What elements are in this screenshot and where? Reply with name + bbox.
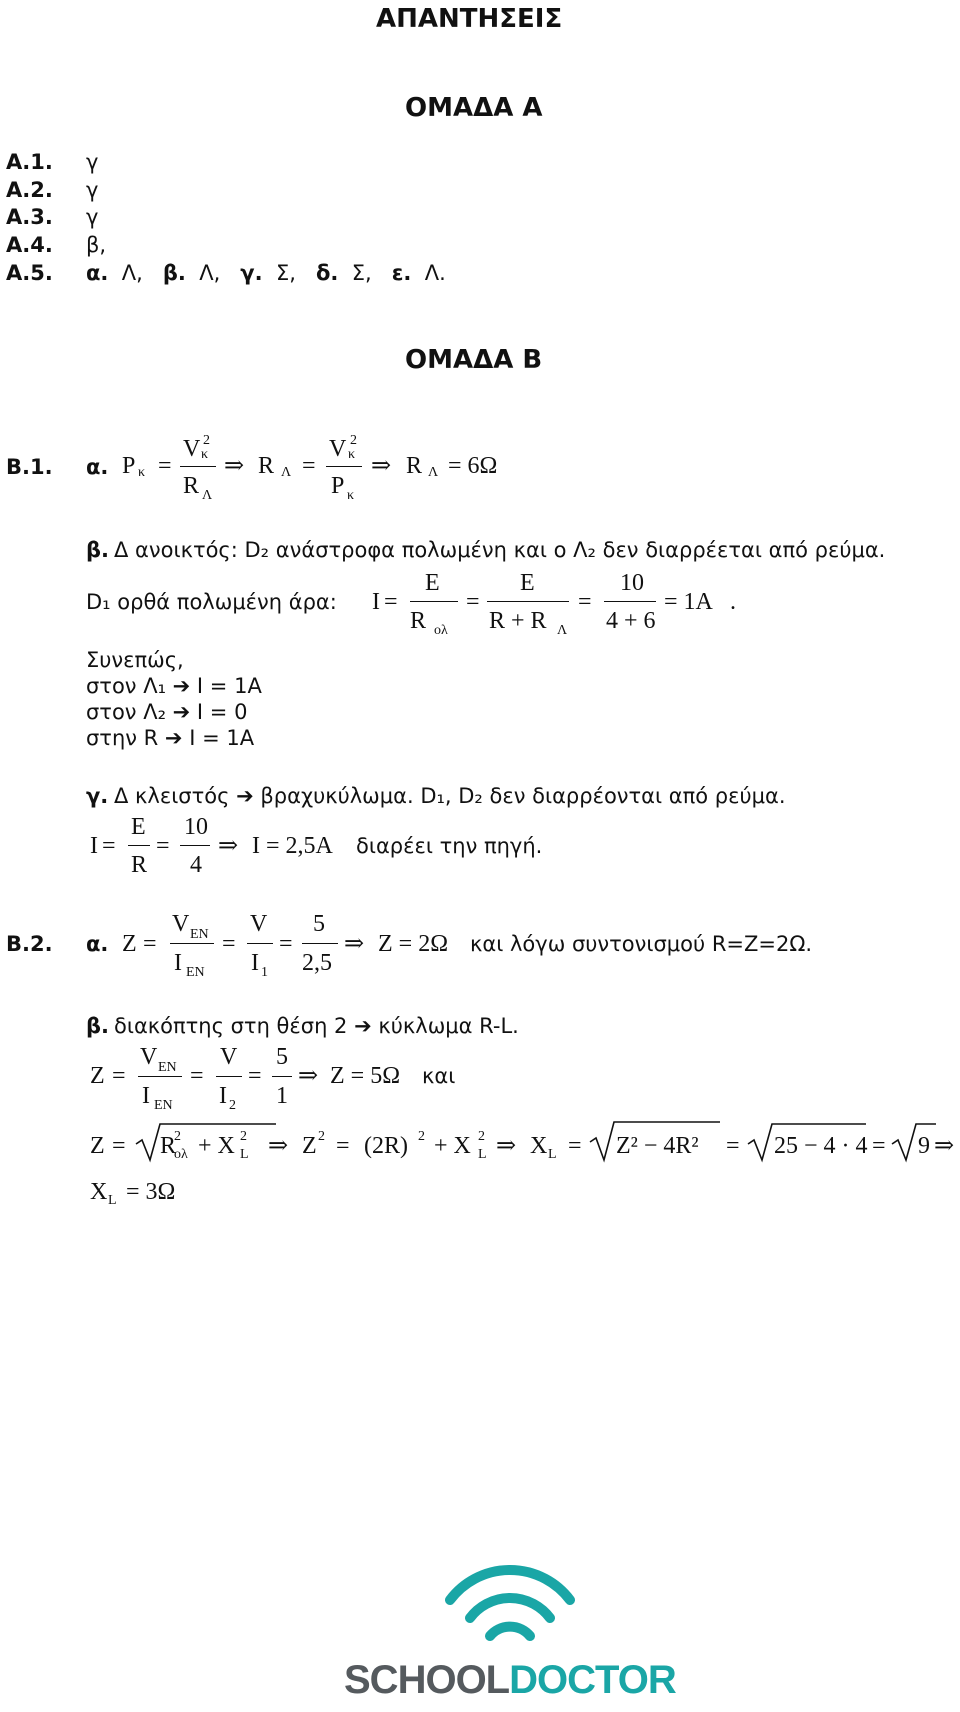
equals: = [384, 589, 398, 615]
page-title: ΑΠΑΝΤΗΣΕΙΣ [376, 4, 563, 34]
sub-1: 1 [261, 965, 268, 980]
implies: ⇒ [934, 1133, 955, 1159]
num-5: 5 [276, 1044, 288, 1070]
answer-label: Α.4. [6, 233, 53, 257]
equals: = [466, 589, 480, 615]
period: . [730, 589, 736, 615]
sum-46: 4 + 6 [606, 608, 656, 634]
sup-2: 2 [350, 433, 357, 448]
var-R: R [258, 453, 275, 479]
fraction-bar [302, 943, 338, 944]
var-V: V [140, 1044, 158, 1070]
logo-text-school: SCHOOL [344, 1658, 510, 1702]
plus-X: + X [198, 1133, 235, 1159]
result-value: = 6Ω [448, 453, 498, 479]
answer-label: Α.1. [6, 150, 53, 174]
var-V: V [220, 1044, 238, 1070]
answer-label: Α.5. [6, 261, 53, 285]
equals: = [248, 1063, 262, 1089]
equals: = [279, 931, 293, 957]
var-I: I [219, 1083, 227, 1109]
var-P: P [331, 473, 345, 499]
fraction-bar [180, 845, 210, 846]
equals: = [143, 931, 157, 957]
sub-L: L [108, 1193, 117, 1208]
num-1: 1 [276, 1083, 288, 1109]
text-line: Δ κλειστός ➔ βραχυκύλωμα. D₁, D₂ δεν διαρρέονται από ρεύμα. [114, 784, 786, 808]
sub-ol: ολ [434, 623, 448, 638]
a5-value: Σ, [275, 261, 296, 285]
text-line: D₁ ορθά πολωμένη άρα: [86, 590, 337, 614]
a5-key: δ. [315, 261, 339, 285]
equals: = [336, 1133, 350, 1159]
sub-k: κ [201, 447, 209, 462]
var-I: I [174, 950, 182, 976]
part-letter: β. [86, 538, 110, 562]
var-R: R [406, 453, 423, 479]
sub-EN: EN [158, 1060, 177, 1075]
implies: ⇒ [218, 833, 239, 859]
equals: = [726, 1133, 740, 1159]
answer-value: γ [86, 150, 99, 174]
answer-value: γ [86, 205, 99, 229]
part-letter: β. [86, 1014, 110, 1038]
plus-X: + X [434, 1133, 471, 1159]
text-line: διακόπτης στη θέση 2 ➔ κύκλωμα R-L. [114, 1014, 519, 1038]
var-R: R [183, 473, 200, 499]
sup-2: 2 [318, 1129, 325, 1144]
var-R: R [160, 1133, 177, 1159]
var-I: I [142, 1083, 150, 1109]
answer-a5-parts [86, 263, 446, 284]
sub-k: κ [347, 488, 355, 503]
a5-value: Σ, [351, 261, 372, 285]
text-line: στον Λ₂ ➔ I = 0 [86, 700, 248, 724]
part-letter: α. [86, 455, 109, 479]
result-value: Z = 5Ω [330, 1063, 401, 1089]
fraction-bar [128, 845, 150, 846]
sum-RR: R + R [489, 608, 547, 634]
sub-L: Λ [281, 465, 292, 480]
group-b-title: ΟΜΑΔΑ Β [405, 345, 543, 375]
a5-value: Λ, [199, 261, 221, 285]
sub-L: L [240, 1147, 249, 1162]
sub-EN: EN [154, 1098, 173, 1113]
a5-key: γ. [240, 261, 263, 285]
var-V: V [172, 911, 190, 937]
answer-value: γ [86, 178, 99, 202]
sub-ol: ολ [174, 1147, 188, 1162]
sub-k: κ [138, 465, 146, 480]
equals: = [158, 453, 172, 479]
fraction-bar [247, 943, 273, 944]
equals: = [568, 1133, 582, 1159]
var-E: E [520, 570, 535, 596]
sub-L: Λ [428, 465, 439, 480]
text-line: Συνεπώς, [86, 648, 184, 672]
text-line: στον Λ₁ ➔ I = 1A [86, 674, 262, 698]
var-V: V [183, 436, 201, 462]
var-Z: Z [90, 1133, 105, 1159]
fraction-bar [216, 1076, 242, 1077]
implies: ⇒ [371, 453, 392, 479]
num-2-5: 2,5 [302, 950, 332, 976]
sup-2: 2 [174, 1129, 181, 1144]
paren-2R: (2R) [364, 1133, 408, 1159]
a5-value: Λ, [121, 261, 143, 285]
var-I: I [90, 833, 98, 859]
num-4: 4 [190, 852, 202, 878]
var-Z: Z [90, 1063, 105, 1089]
brand-logo [344, 1660, 676, 1700]
text-line: και λόγω συντονισμού R=Z=2Ω. [470, 932, 813, 956]
equals: = [190, 1063, 204, 1089]
wifi-logo-icon [440, 1560, 580, 1650]
group-a-title: ΟΜΑΔΑ Α [405, 93, 543, 123]
equals: = [578, 589, 592, 615]
sub-L: L [478, 1147, 487, 1162]
sub-L: Λ [202, 488, 213, 503]
implies: ⇒ [268, 1133, 289, 1159]
var-P: P [122, 453, 136, 479]
question-label: Β.1. [6, 455, 53, 479]
a5-key: α. [86, 261, 109, 285]
part-letter: α. [86, 932, 109, 956]
sqrt-content: 25 − 4 · 4 [774, 1133, 868, 1159]
var-R: R [410, 608, 427, 634]
answer-label: Α.2. [6, 178, 53, 202]
var-X: X [90, 1179, 108, 1205]
text-line: διαρέει την πηγή. [356, 834, 543, 858]
sub-k: κ [348, 447, 356, 462]
sup-2: 2 [203, 433, 210, 448]
equals: = [222, 931, 236, 957]
text-line: Δ ανοικτός: D₂ ανάστροφα πολωμένη και ο Λ₂ δεν διαρρέεται από ρεύμα. [114, 538, 886, 562]
result-value: = 3Ω [126, 1179, 176, 1205]
a5-key: ε. [391, 261, 412, 285]
sup-2: 2 [478, 1129, 485, 1144]
fraction-bar [170, 943, 214, 944]
var-R: R [131, 852, 148, 878]
sub-EN: EN [190, 927, 209, 942]
fraction-bar [604, 601, 656, 602]
sub-2: 2 [229, 1098, 236, 1113]
var-E: E [131, 814, 146, 840]
result-value: I = 2,5A [252, 833, 333, 859]
part-letter: γ. [86, 784, 109, 808]
text-line: στην R ➔ I = 1A [86, 726, 255, 750]
var-V: V [250, 911, 268, 937]
implies: ⇒ [496, 1133, 517, 1159]
result-value: Z = 2Ω [378, 931, 449, 957]
equals: = [102, 833, 116, 859]
fraction-bar [410, 601, 458, 602]
sqrt-content: 9 [918, 1133, 930, 1159]
a5-value: Λ. [424, 261, 446, 285]
var-I: I [372, 589, 380, 615]
var-Z: Z [122, 931, 137, 957]
num-10: 10 [620, 570, 644, 596]
var-X: X [530, 1133, 548, 1159]
equals: = [872, 1133, 886, 1159]
var-Z: Z [302, 1133, 317, 1159]
question-label: Β.2. [6, 932, 53, 956]
equals: = [302, 453, 316, 479]
sub-L: L [548, 1147, 557, 1162]
var-E: E [425, 570, 440, 596]
fraction-bar [138, 1076, 182, 1077]
sqrt-content: Z² − 4R² [616, 1133, 699, 1159]
implies: ⇒ [224, 453, 245, 479]
equals: = [156, 833, 170, 859]
fraction-bar [487, 601, 569, 602]
fraction-bar [180, 466, 216, 467]
implies: ⇒ [344, 931, 365, 957]
text-line: και [422, 1064, 456, 1088]
num-10: 10 [184, 814, 208, 840]
var-I: I [251, 950, 259, 976]
sup-2: 2 [418, 1129, 425, 1144]
logo-text-doctor: DOCTOR [509, 1658, 676, 1702]
equals: = [112, 1063, 126, 1089]
fraction-bar [326, 466, 362, 467]
sub-EN: EN [186, 965, 205, 980]
sub-L: Λ [557, 623, 568, 638]
num-5: 5 [313, 911, 325, 937]
sup-2: 2 [240, 1129, 247, 1144]
var-V: V [329, 436, 347, 462]
answer-value: β, [86, 233, 107, 257]
a5-key: β. [162, 261, 186, 285]
equals: = [112, 1133, 126, 1159]
implies: ⇒ [298, 1063, 319, 1089]
fraction-bar [272, 1076, 292, 1077]
result-value: = 1A [664, 589, 713, 615]
answer-label: Α.3. [6, 205, 53, 229]
